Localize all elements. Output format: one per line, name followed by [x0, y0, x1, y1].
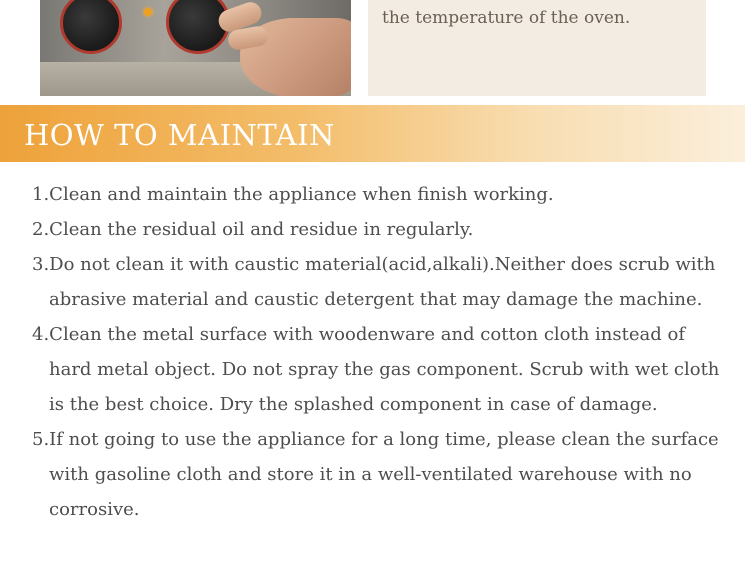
list-item: 2.Clean the residual oil and residue in regularly. [32, 219, 474, 240]
list-item: 5.If not going to use the appliance for a long time, please clean the surface with gasoline cloth and store it in a well-ventilated warehouse with no corrosive. [32, 429, 719, 520]
list-item: 4.Clean the metal surface with woodenware and cotton cloth instead of hard metal object. Do not spray the gas component. Scrub with wet cloth is the best choice. Dry the splashed component in case of damage. [32, 324, 720, 415]
section-banner [0, 105, 745, 162]
maintenance-list [32, 177, 732, 527]
oven-control-photo [40, 0, 351, 96]
indicator-light [144, 8, 152, 16]
description-box [368, 0, 706, 96]
section-title: HOW TO MAINTAIN [24, 118, 335, 152]
description-text: the temperature of the oven. [382, 8, 631, 28]
list-item: 3.Do not clean it with caustic material(acid,alkali).Neither does scrub with abrasive material and caustic detergent that may damage the machine. [32, 254, 716, 310]
list-item: 1.Clean and maintain the appliance when finish working. [32, 184, 554, 205]
